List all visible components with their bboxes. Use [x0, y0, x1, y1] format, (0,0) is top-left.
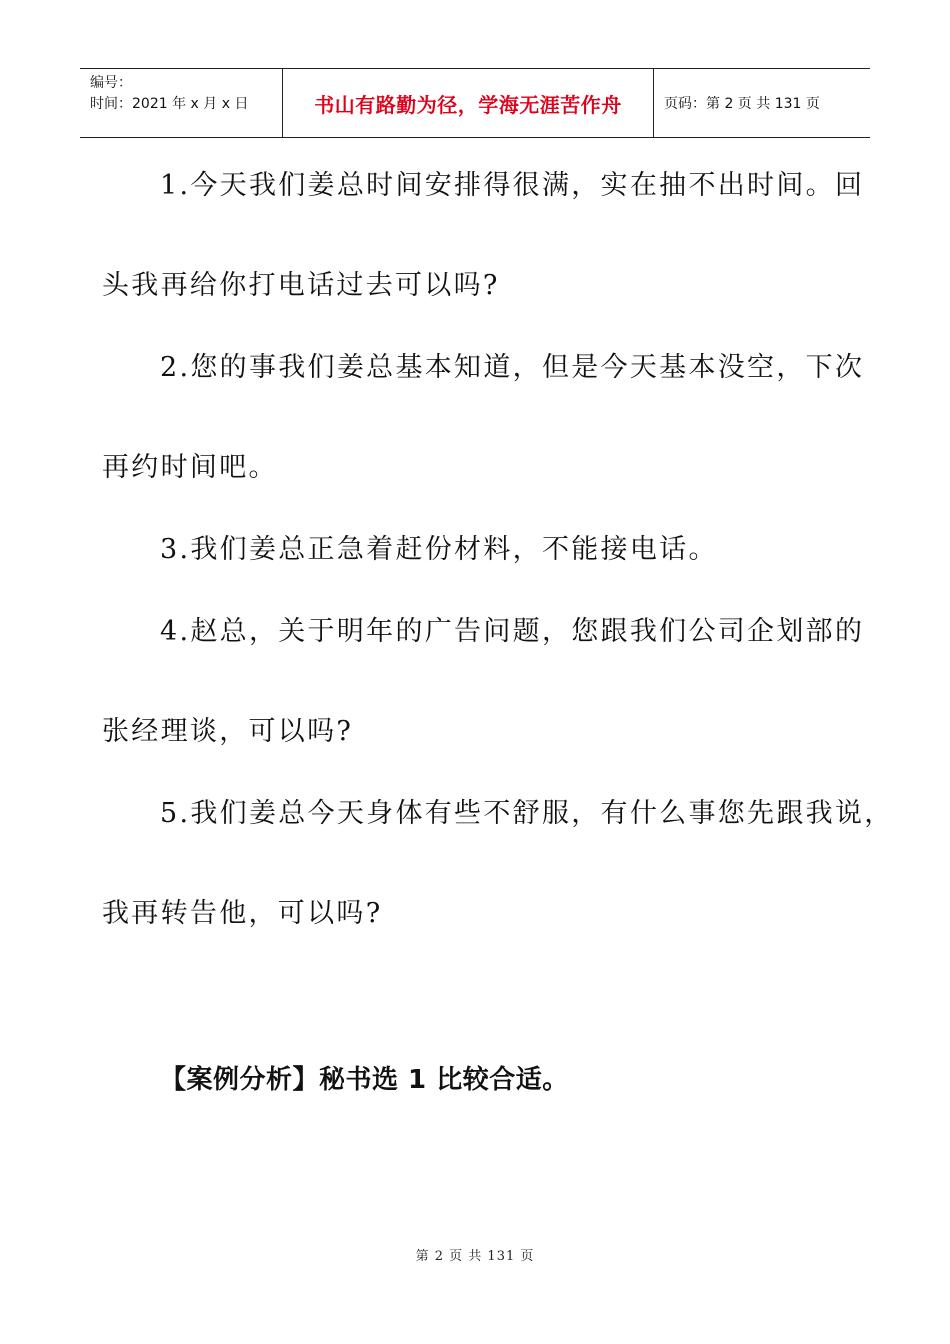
page-footer: 第 2 页 共 131 页: [415, 1249, 535, 1264]
serial-number-label: 编号：: [90, 75, 132, 91]
header-motto-cell: [282, 69, 654, 137]
header-page-info: 页码：第 2 页 共 131 页: [664, 96, 820, 112]
header-page-cell: [654, 69, 870, 137]
paragraph-5-line-1: 5.我们姜总今天身体有些不舒服，有什么事您先跟我说，: [160, 798, 894, 829]
paragraph-1-line-2: 头我再给你打电话过去可以吗?: [102, 270, 500, 301]
paragraph-1-line-1: 1.今天我们姜总时间安排得很满，实在抽不出时间。回: [160, 170, 865, 201]
header-meta: [80, 69, 282, 137]
paragraph-5-line-2: 我再转告他，可以吗?: [102, 898, 383, 929]
paragraph-4-line-1: 4.赵总，关于明年的广告问题，您跟我们公司企划部的: [160, 616, 865, 647]
date-label: 时间：2021 年 x 月 x 日: [90, 96, 249, 112]
header-motto: 书山有路勤为径，学海无涯苦作舟: [314, 92, 622, 117]
paragraph-3-line-1: 3.我们姜总正急着赶份材料，不能接电话。: [160, 534, 718, 565]
document-header: [80, 68, 870, 138]
paragraph-4-line-2: 张经理谈，可以吗?: [102, 716, 354, 747]
case-analysis: 【案例分析】秘书选 1 比较合适。: [160, 1065, 569, 1095]
paragraph-2-line-1: 2.您的事我们姜总基本知道，但是今天基本没空，下次: [160, 352, 865, 383]
paragraph-2-line-2: 再约时间吧。: [102, 452, 278, 483]
